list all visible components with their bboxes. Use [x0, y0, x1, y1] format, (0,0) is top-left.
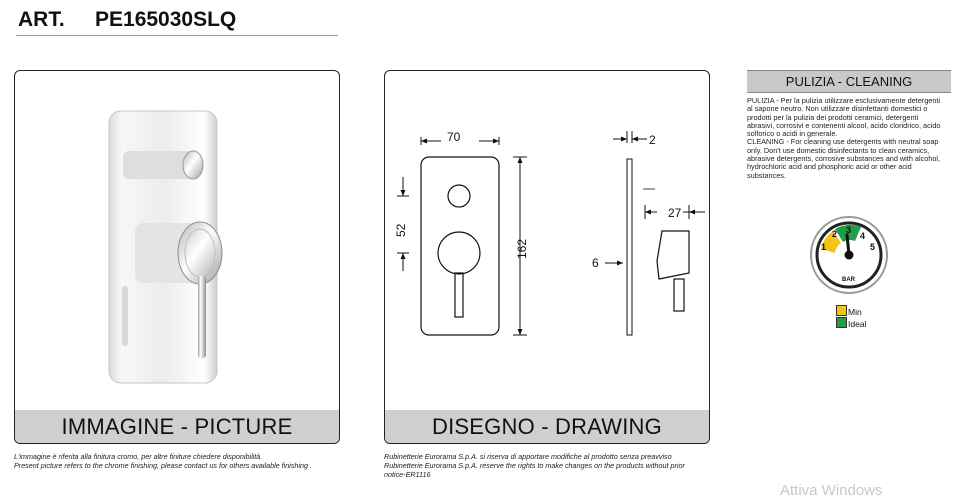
- dim-depth: 27: [668, 206, 682, 220]
- cleaning-line: al sapone neutro. Non utilizzare disinfettanti domestici o: [747, 104, 928, 114]
- dim-spacing: 52: [394, 223, 408, 237]
- drawing-note: [384, 452, 744, 479]
- drawing-caption: DISEGNO - DRAWING: [385, 410, 709, 443]
- side-plate: [627, 159, 632, 335]
- cleaning-line: CLEANING - For cleaning use detergents with neutral soap: [747, 137, 939, 147]
- min-swatch: [836, 305, 847, 316]
- diverter-circle: [448, 185, 470, 207]
- gauge-n2: 2: [832, 229, 838, 239]
- side-handle: [657, 231, 689, 279]
- picture-note-it: L'immagine è riferita alla finitura cromo, per altre finiture chiedere disponibilità.: [14, 452, 263, 461]
- cleaning-line: PULIZIA - Per la pulizia utilizzare esclusivamente detergenti: [747, 96, 941, 105]
- drawing-note-it: Rubinetterie Eurorama S.p.A. si riserva di apportare modifiche al prodotto senza preavviso: [384, 452, 672, 461]
- lever: [198, 276, 206, 358]
- legend-ideal: [836, 317, 866, 329]
- article-code: PE165030SLQ: [95, 8, 237, 31]
- cleaning-text: [747, 97, 963, 180]
- cleaning-line: abrasive detergents, corrosive substances and with alcohol,: [747, 154, 941, 164]
- technical-drawing: [385, 71, 709, 411]
- activation-watermark: Attiva Windows: [780, 482, 883, 499]
- gauge-unit: BAR: [842, 277, 855, 283]
- pressure-gauge-icon: [805, 215, 895, 295]
- side-lever: [674, 279, 684, 311]
- drawing-panel: [384, 70, 710, 444]
- ideal-swatch: [836, 317, 847, 328]
- legend-ideal-label: Ideal: [848, 319, 867, 329]
- drawing-note-code: notice-ER1116: [384, 470, 431, 479]
- cleaning-line: hydrochloric acid and phosphoric acid or other acid: [747, 162, 912, 172]
- gauge-n5: 5: [870, 242, 876, 252]
- front-lever: [455, 273, 463, 317]
- cleaning-title: PULIZIA - CLEANING: [747, 70, 951, 93]
- product-photo: [15, 71, 339, 411]
- cleaning-line: substances.: [747, 170, 786, 180]
- diverter-knob: [183, 151, 203, 179]
- handle-circle: [438, 232, 480, 274]
- dim-projection: 6: [592, 256, 599, 270]
- drawing-note-en: Rubinetterie Eurorama S.p.A. reserve the rights to make changes on the products without prior: [384, 461, 685, 470]
- cleaning-line: abrasivi, corrosivi e contenenti alcool, acido cloridrico, acido: [747, 120, 941, 130]
- art-label: ART.: [18, 8, 65, 31]
- picture-panel: [14, 70, 340, 444]
- dim-width: 70: [447, 130, 461, 144]
- front-plate: [421, 157, 499, 335]
- legend-min-label: Min: [848, 307, 862, 317]
- gauge-n1: 1: [821, 242, 827, 252]
- cleaning-line: prodotti per la pulizia dei prodotti ceramici, detergenti: [747, 112, 919, 122]
- title-divider: [16, 35, 338, 36]
- legend-min: [836, 305, 866, 317]
- picture-caption: IMMAGINE - PICTURE: [15, 410, 339, 443]
- gauge-legend: [836, 305, 866, 329]
- picture-note-en: Present picture refers to the chrome finishing, please contact us for others available finishing .: [14, 461, 313, 470]
- picture-note: [14, 452, 350, 470]
- cleaning-line: solforico o acidi in generale.: [747, 129, 838, 139]
- dim-height: 162: [515, 238, 529, 259]
- lever-shadow: [122, 286, 128, 346]
- gauge-n3: 3: [846, 225, 852, 235]
- dim-thickness: 2: [649, 133, 656, 147]
- cleaning-line: only. Don't use domestic disinfectants to clean ceramics,: [747, 145, 930, 155]
- gauge-n4: 4: [860, 231, 866, 241]
